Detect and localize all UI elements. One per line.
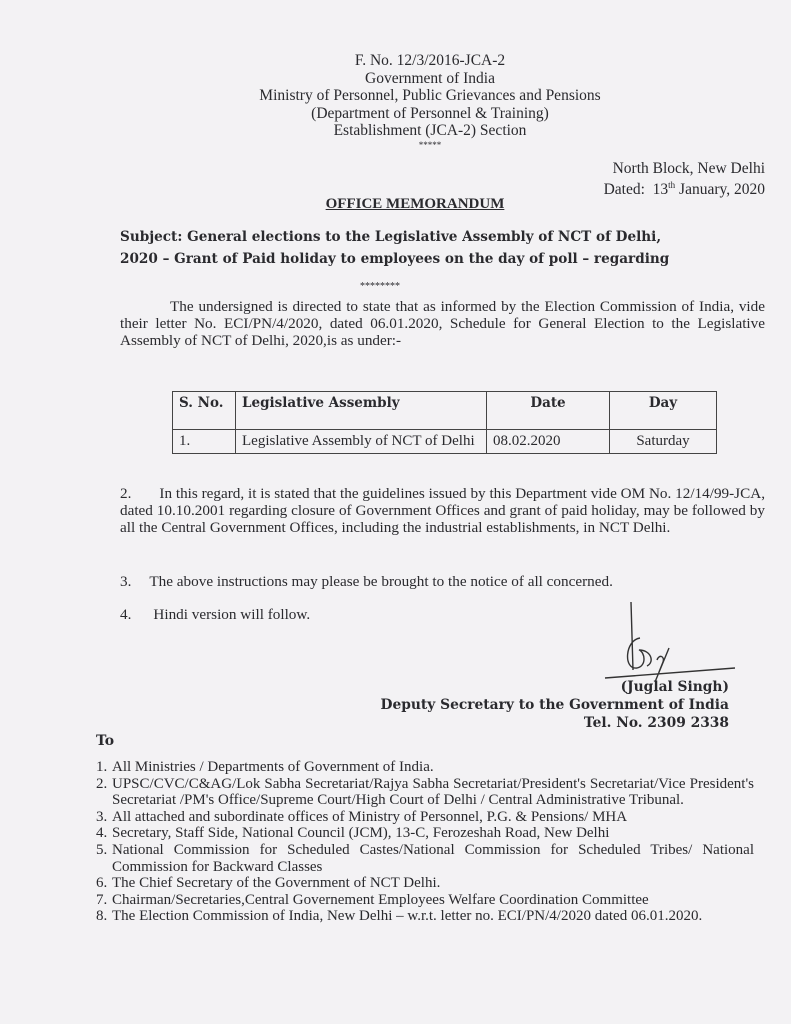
paragraph-1: The undersigned is directed to state that as informed by the Election Commission of India, vide their letter No. ECI/PN/4/2020, dated 06.01.2020, Schedule for General Election to the Legislative Assembly of NCT of Delhi, 2020,is as under:- [120,298,765,349]
date: Dated: 13th January, 2020 [603,180,765,199]
ministry: Ministry of Personnel, Public Grievances and Pensions [259,87,601,104]
list-item: 2. UPSC/CVC/C&AG/Lok Sabha Secretariat/Rajya Sabha Secretariat/President's Secretariat/Vice President's Secretariat /PM's Office/Supreme Court/High Court of Delhi / Central Administrative Tribunal. [96,775,754,809]
table-header-row: S. No. Legislative Assembly Date Day [173,392,717,430]
paragraph-2: 2. In this regard, it is stated that the guidelines issued by this Department vide OM No. 12/14/99-JCA, dated 10.10.2001 regarding closure of Government Offices and grant of paid holiday, may be followed by all the Central Government Offices, including the industrial establishments, in NCT Delhi. [120,485,765,536]
paragraph-3: 3. The above instructions may please be brought to the notice of all concerned. [120,573,613,590]
signatory-designation: Deputy Secretary to the Government of India [380,697,729,713]
to-label: To [96,733,115,749]
section: Establishment (JCA-2) Section [333,122,527,139]
list-item: 7. Chairman/Secretaries,Central Governement Employees Welfare Coordination Committee [96,891,649,908]
list-item: 8. The Election Commission of India, New Delhi – w.r.t. letter no. ECI/PN/4/2020 dated 06.01.2020. [96,908,703,925]
file-number: F. No. 12/3/2016-JCA-2 [354,52,506,69]
table-row: 1. Legislative Assembly of NCT of Delhi 08.02.2020 Saturday [173,430,717,454]
list-item: 6. The Chief Secretary of the Government of NCT Delhi. [96,875,441,892]
recipients-list [96,759,754,925]
separator: ******** [360,281,400,292]
signatory-tel: Tel. No. 2309 2338 [583,715,729,731]
paragraph-4: 4. Hindi version will follow. [120,606,311,623]
department: (Department of Personnel & Training) [311,104,549,122]
government: Government of India [365,69,495,87]
subject: Subject: General elections to the Legislative Assembly of NCT of Delhi, 2020 – Grant of Paid holiday to employees on the day of poll – regarding [120,229,670,267]
signatory-block [381,678,730,732]
signatory-name: (Juglal Singh) [620,679,729,695]
list-item: 3. All attached and subordinate offices of Ministry of Personnel, P.G. & Pensions/ MHA [96,808,628,825]
list-item: 5. National Commission for Scheduled Castes/National Commission for Scheduled Tribes/ National Commission for Backward Classes [96,841,754,875]
signature [585,590,735,690]
place: North Block, New Delhi [612,160,765,177]
letterhead [150,52,710,150]
document-title: OFFICE MEMORANDUM [325,196,505,212]
header-stars: ***** [418,139,442,150]
list-item: 4. Secretary, Staff Side, National Council (JCM), 13-C, Ferozeshah Road, New Delhi [96,825,610,842]
place-date [604,160,765,198]
list-item: 1. All Ministries / Departments of Government of India. [96,759,434,775]
schedule-table [172,391,717,454]
